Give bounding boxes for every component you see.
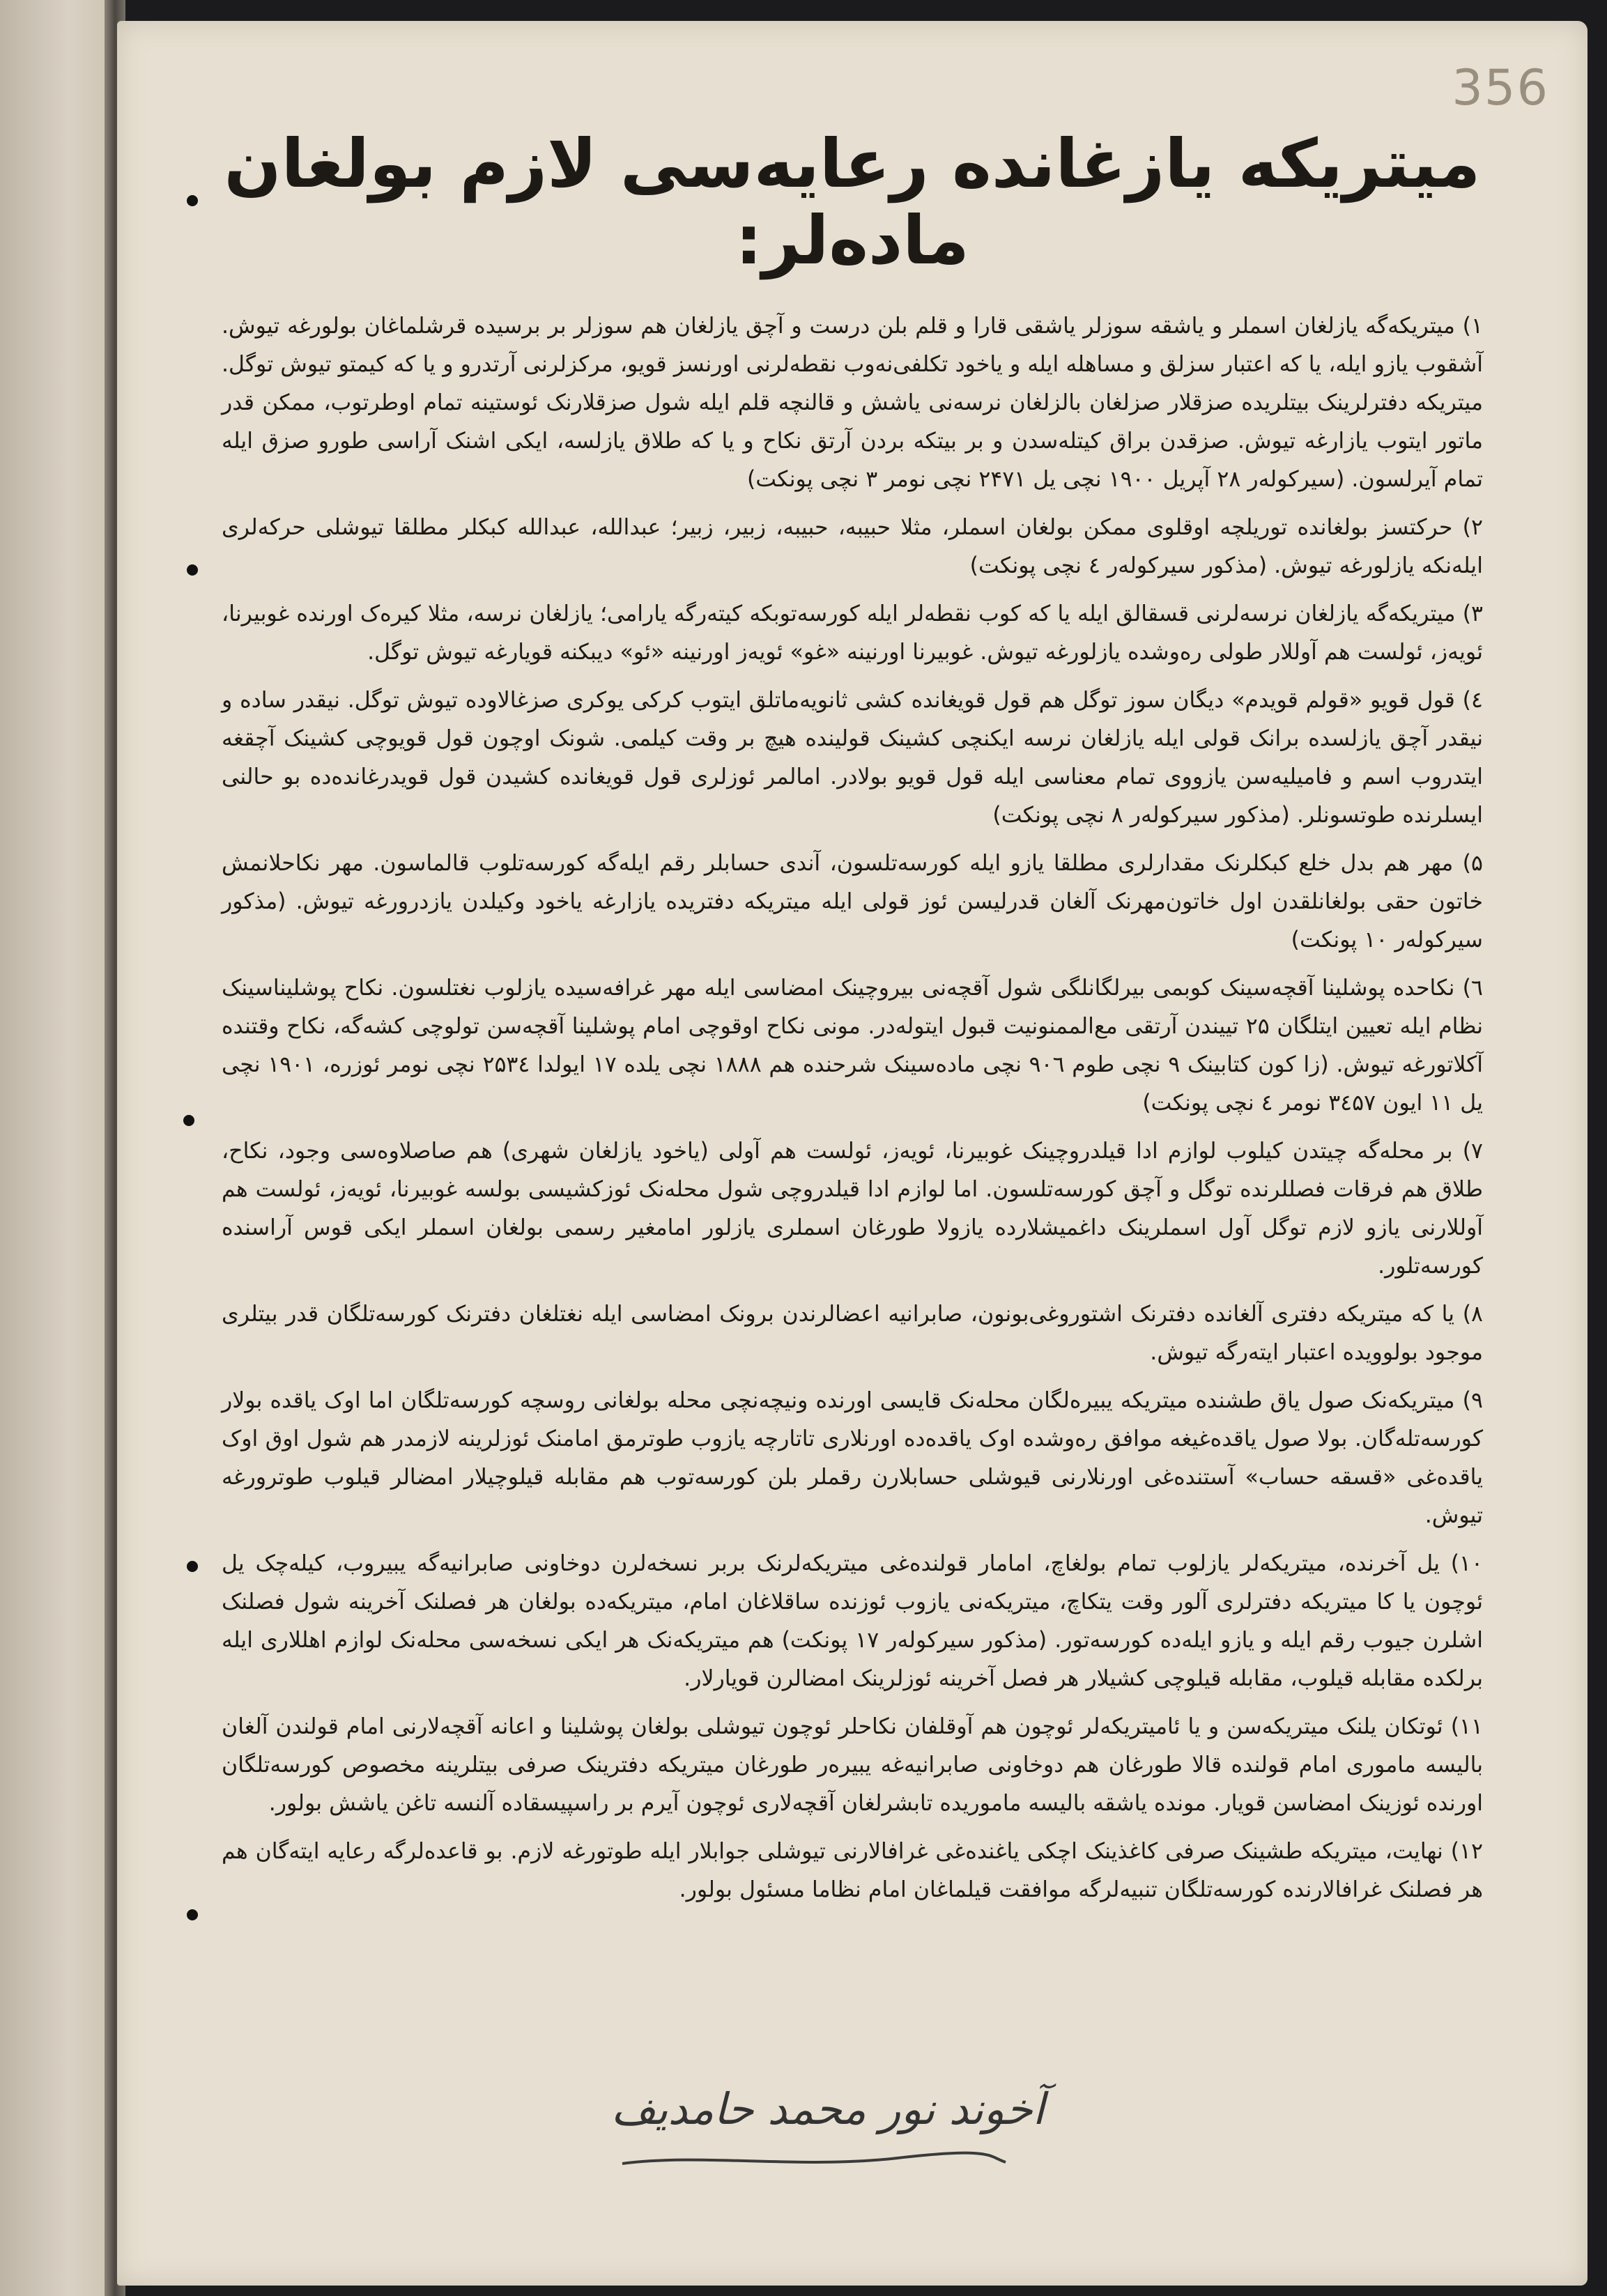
page-number: 356 — [1452, 59, 1549, 116]
page-content — [222, 125, 1483, 2202]
binding-hole — [187, 564, 198, 576]
paragraph-5: ۵) مهر هم بدل خلع کبکلرنک مقدارلری مطلقا یازو ایله کورسه‌تلسون، آندی حسابلر رقم ایله‌گه کورسه‌تلوب قالماسون. مهر نکاحلانمش خاتون حقی بولغانلقدن اول خاتون‌مهرنک آلغان قدرلیسن ئوز قولی ایله میتریکه دفتریده یازارغه یاخود وکیلدن یازدرورغه تیوش. (مذکور سیرکوله‌ر ۱۰ پونکت) — [222, 850, 1483, 953]
paragraph-2: ۲) حرکتسز بولغانده توریلچه اوقلوی ممکن بولغان اسملر، مثلا حبیبه، حبیبه، زبیر، زبیر؛ عبدالله، عبدالله کبکلر مطلقا تیوشلی حرکه‌لری ایله‌نکه یازلورغه تیوش. (مذکور سیرکوله‌ر ٤ نچی پونکت) — [222, 514, 1483, 578]
signature-underline — [619, 2150, 1009, 2171]
paragraph-1: ۱) میتریکه‌گه یازلغان اسملر و یاشقه سوزلر یاشقی قارا و قلم بلن درست و آچق یازلغان هم سوزلر بر برسیده قرشلماغان بولورغه تیوش. آشقوب یازو ایله، یا که اعتبار سزلق و مساهله ایله و یاخود تکلفی‌نه‌وب نقطه‌لرنی اورنسز قویو، مرکزلرنی آرتدرو و یا که کیمتو تیوش توگل. میتریکه دفترلرینک بیتلریده صزقلار صزلغان بالزلغان نرسه‌نی یاشش و قالنچه قلم ایله شول صزقلارنک ئوستینه تمام اوطرتوب، ممکن قدر ماتور ایتوب یازارغه تیوش. صزقدن براق کیتله‌سدن و بر بیتکه بردن آرتق نکاح و یا که طلاق یازلسه، ایکی اشنک آراسی طورو صزق ایله تمام آیرلسون. (سیرکوله‌ر ۲۸ آپریل ۱۹۰۰ نچی یل ۲۴۷۱ نچی نومر ۳ نچی پونکت) — [222, 313, 1483, 492]
paragraph-8: ۸) یا که میتریکه دفتری آلغانده دفترنک اشتوروغی‌بونون، صابرانیه اعضالرندن برو‌نک امضاسی ایله نغتلغان دفترنک کورسه‌تلگان قدر بیتلری موجود بولوویده اعتبار ایته‌رگه تیوش. — [222, 1301, 1483, 1365]
paragraph-11: ۱۱) ئوتکان یلنک میتریکه‌سن و یا ئاميتریکه‌لر ئوچون هم آوقلفان نکاحلر ئوچون تیوشلی بولغان پوشلینا و اعانه آقچه‌لارنی امام قولندن آلغان بالیسه ماموری امام قولنده قالا طورغان هم دوخاونی صابرانیه‌غه یبیره‌ر طورغان میتریکه دفترینک صرفی بیتلرینه مخصوص کورسه‌تلگان اورنده ئوزینک امضاسن قویار. مونده یاشقه بالیسه ماموریده تابشرلغان آقچه‌لاری ئوچون آیرم بر راسپیسقاده آلنسه تاغن یاشش بولور. — [222, 1713, 1483, 1816]
binding-hole — [187, 195, 198, 206]
paragraph-3: ۳) میتریکه‌گه یازلغان نرسه‌لرنی قسقالق ایله یا که کوب نقطه‌لر ایله کورسه‌توبکه کیته‌رگه یارامی؛ یازلغان نرسه، مثلا کیره‌ک اورنده غوبیرنا، ئویه‌ز، ئولست هم آوللار طولی ره‌وشده یازلورغه تیوش. غوبیرنا اورنینه «غو» ئویه‌ز اورنینه «ئو» دیبکنه قویارغه تیوش توگل. — [222, 601, 1483, 665]
paragraph-7: ۷) بر محله‌گه چیتدن کیلوب لوازم ادا قیلدروچینک غوبیرنا، ئویه‌ز، ئولست هم آولی (یاخود یازلغان شهری) هم صاصلاوه‌سی وجود، نکاح، طلاق هم فرقات فصللرنده توگل و آچق کورسه‌تلسون. اما لوازم ادا قیلدروچی شول محله‌نک ئوزکشیسی بولسه غوبیرنا، ئویه‌ز، ئولست هم آوللارنی یازو لازم توگل آول اسملرینک داغمیشلارده یازولا طورغان اسملری یازلور امامغیر رسمی بولغان اسملر ایکی قوس آراسنده کورسه‌تلور. — [222, 1138, 1483, 1279]
paragraph-10: ۱۰) یل آخرنده، میتریکه‌لر یازلوب تمام بولغاچ، امامار قولنده‌غی میتریکه‌لرنک بر‌بر نسخه‌لرن دوخاونی صابرانیه‌گه یبیروب، کیله‌چک یل ئوچون یا کا میتریکه دفترلری آلور وقت یتکاچ، میتریکه‌نی یازوب ئوزنده ساقلاغان امام، میتریکه‌ده بولغان هر فصلنک آخرینه شول فصلنک اشلرن جیوب رقم ایله و یازو ایله‌ده کورسه‌تور. (مذکور سیرکوله‌ر ۱۷ پونکت) هم میتریکه‌نک هر ایکی نسخه‌سی محله‌نک لوازم اهللاری ایله برلکده مقابله قیلوب، مقابله قیلوچی کشیلار هر فصل آخرینه ئوزلرینک امضالرن قویارلار. — [222, 1550, 1483, 1691]
paragraph-4: ٤) قول قویو «قولم قویدم» دیگان سوز توگل هم قول قویغانده کشی ثانویه‌ماتلق ایتوب کرکی یوکری صزغالاوده تیوش توگل. نیقدر ساده و نیقدر آچق یازلسده برانک قولی ایله یازلغان نرسه ایکنچی کشینک قولینده هیچ بر وقت کیلمی. شونک اوچون قول قویوچی کشینک آچقغه ایتدروب اسم و فامیلیه‌سن یازووی تمام معناسی ایله قول قویو بولادر. امالمر ئوزلری قول قویغانده کشیدن قول قویدرغانده‌ده بو حالنی ایسلرنده طوتسونلر. (مذکور سیرکوله‌ر ۸ نچی پونکت) — [222, 687, 1483, 828]
paragraph-12: ۱۲) نهایت، میتریکه طشینک صرفی کاغذینک اچکی یاغنده‌غی غرافالارنی تیوشلی جوابلار ایله طوتورغه لازم. بو قاعده‌لرگه رعایه ایته‌گان هم هر فصلنک غرافالارنده کورسه‌تلگان تنبیه‌لرگه موافقت قیلماغان امام نظاما مسئول بولور. — [222, 1838, 1483, 1902]
paragraph-9: ۹) میتریکه‌نک صول یاق طشنده میتریکه یبیره‌لگان محله‌نک قایسی اورنده ونیچه‌نچی محله بولغانی روسچه کورسه‌تلگان اما اوک یاقده بولار کورسه‌تله‌گان. بولا صول یاقده‌غیغه موافق ره‌وشده اوک یاقده‌ده اورنلاری تاتارچه یازوب طوترمق امامنک ئوزلرینه لازمدر هم شول اوق اوک یاقده‌غی «قسقه حساب» آستنده‌غی اورنلارنی قیوشلی حسابلارن رقملر بلن کورسه‌توب هم مقابله قیلوچیلار امضالر قیلوب طوترورغه تیوش. — [222, 1387, 1483, 1528]
binding-hole — [187, 1909, 198, 1920]
page-title: میتریکه یازغانده رعایه‌سی لازم بولغان ماده‌لر: — [224, 125, 1481, 280]
binding-hole — [183, 1115, 194, 1126]
document-page — [117, 21, 1587, 2286]
binding-hole — [187, 1561, 198, 1572]
paragraph-6: ٦) نکاحده پوشلینا آقچه‌سینک کوبمی بیرلگانلگی شول آقچه‌نی بیروچینک امضاسی ایله مهر غرافه‌سیده یازلوب نغتلسون. نکاح پوشلیناسینک نظام ایله تعیین ایتلگان ۲۵ تییندن آرتقی مع‌الممنونیت قبول ایتوله‌در. مونی نکاح اوقوچی امام پوشلینا آقچه‌سن تولوچی کشه‌گه، نکاح وقتنده آکلاتورغه تیوش. (زا کون کتابینک ۹ نچی طوم ۹۰٦ نچی ماده‌سینک شرحنده هم ۱۸۸۸ نچی یلده ۱۷ ایولدا ۲۵۳٤ نچی نومر ئوزره، ۱۹۰۱ نچی یل ۱۱ ایون ۳٤۵۷ نومر ٤ نچی پونکت) — [222, 975, 1483, 1116]
signature: آخوند نور محمد حامدیف — [611, 2083, 1045, 2134]
